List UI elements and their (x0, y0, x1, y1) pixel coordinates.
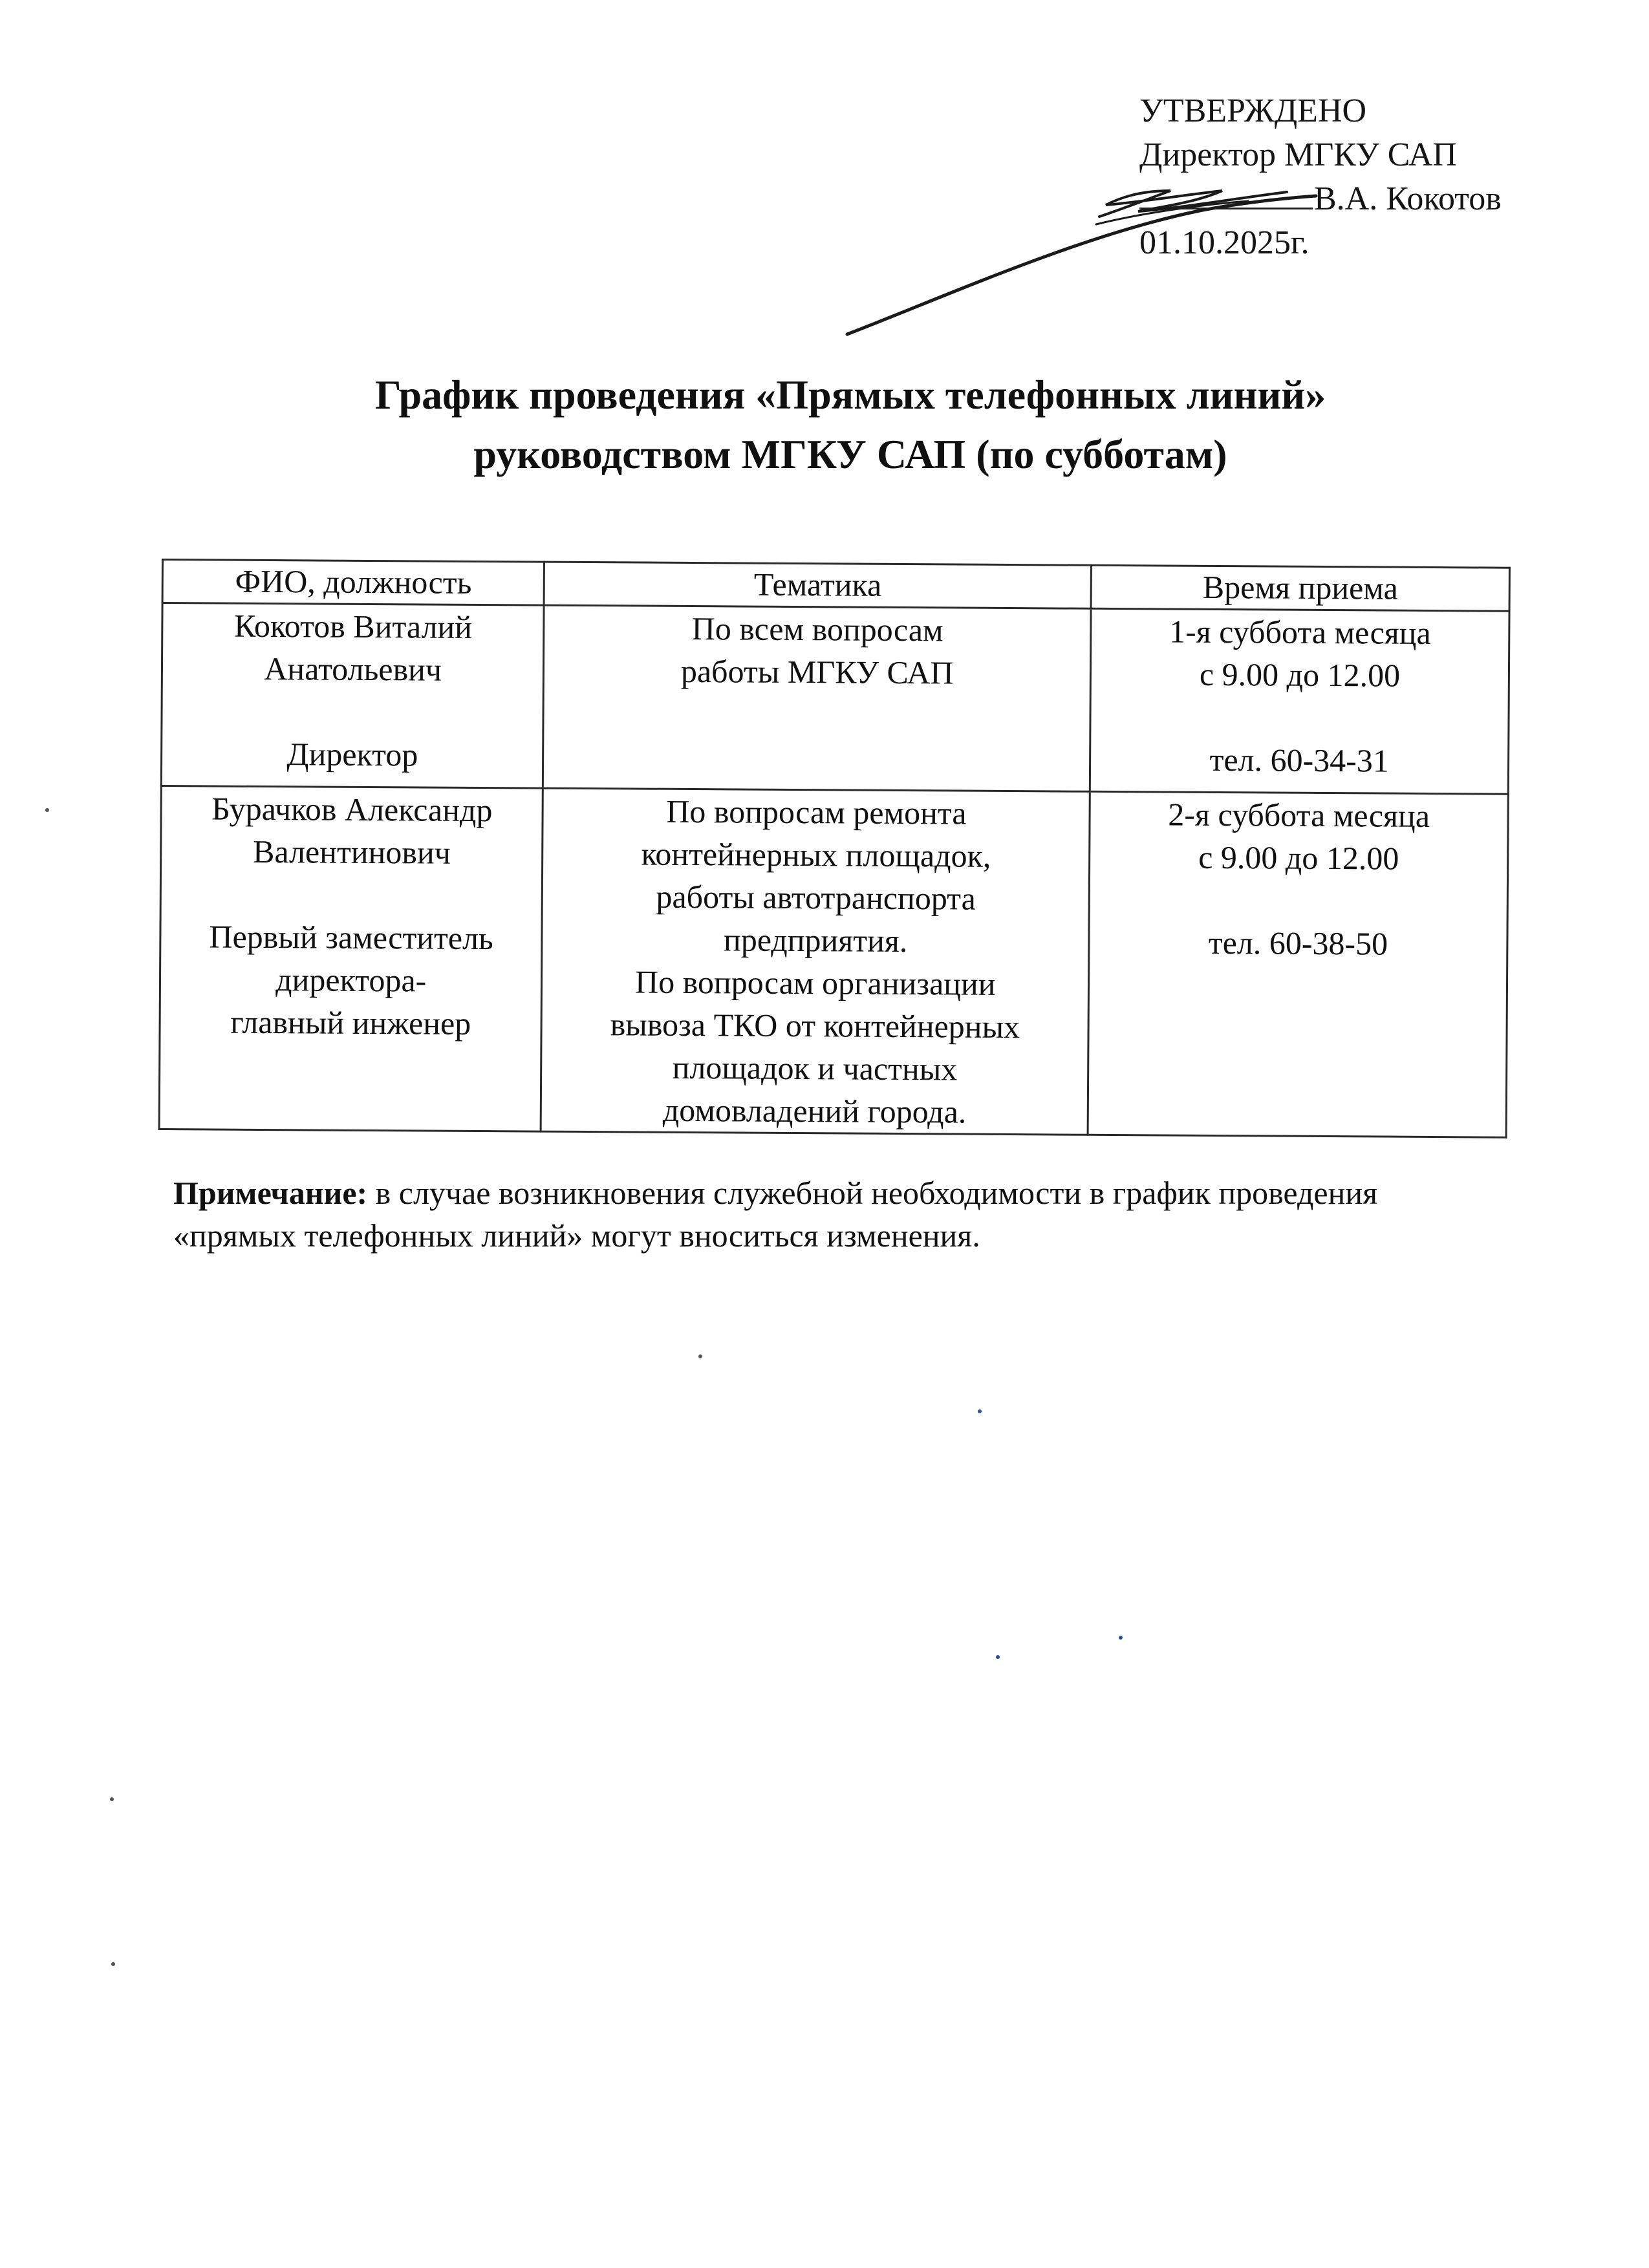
cell-fio (159, 786, 543, 1132)
table-header-row (162, 560, 1509, 612)
schedule-hours: с 9.00 до 12.00 (1198, 839, 1399, 877)
topic-line: работы автотранспорта (656, 878, 976, 917)
scan-speck (996, 1655, 1000, 1659)
person-patronymic: Анатольевич (264, 650, 442, 688)
cell-fio (161, 603, 544, 789)
approval-position: Директор МГКУ САП (1139, 136, 1457, 173)
person-position: Директор (286, 736, 418, 773)
cell-topic (541, 788, 1090, 1135)
scan-speck (698, 1354, 702, 1358)
topic-line: По всем вопросам (691, 610, 943, 648)
note-block (173, 1171, 1570, 1257)
approval-date: 01.10.2025г. (1139, 224, 1310, 261)
schedule-table (158, 559, 1511, 1139)
table-row (159, 786, 1508, 1138)
person-position: Первый заместитель (209, 918, 494, 957)
person-patronymic: Валентинович (252, 833, 451, 871)
title-line-2: руководством МГКУ САП (по субботам) (473, 431, 1227, 477)
note-label: Примечание: (173, 1175, 368, 1211)
scan-speck (978, 1409, 982, 1413)
scan-speck (111, 1962, 115, 1966)
note-line-1 (173, 1171, 1570, 1214)
table-row (161, 603, 1509, 795)
cell-time (1088, 791, 1508, 1137)
topic-line: вывоза ТКО от контейнерных (610, 1006, 1020, 1045)
approval-signer: В.А. Кокотов (1314, 180, 1502, 217)
phone-number: тел. 60-34-31 (1209, 741, 1390, 779)
header-topic: Тематика (544, 562, 1092, 608)
person-name: Кокотов Виталий (233, 607, 473, 645)
phone-number: тел. 60-38-50 (1208, 924, 1388, 962)
schedule-day: 2-я суббота месяца (1168, 796, 1430, 834)
topic-line: площадок и частных (672, 1049, 958, 1087)
topic-line: работы МГКУ САП (680, 652, 954, 691)
topic-line: домовладений города. (662, 1091, 967, 1130)
header-time: Время приема (1091, 565, 1509, 611)
scan-speck (110, 1797, 114, 1801)
person-position: директора- (275, 961, 427, 999)
title-line-1: График проведения «Прямых телефонных линий» (374, 372, 1326, 418)
note-text-2: «прямых телефонных линий» могут вноситься изменения. (173, 1217, 980, 1254)
scan-speck (1119, 1636, 1123, 1640)
topic-line: По вопросам организации (634, 963, 996, 1002)
person-position: главный инженер (230, 1003, 471, 1042)
person-name: Бурачков Александр (211, 790, 493, 829)
cell-time (1090, 608, 1509, 794)
note-text-1: в случае возникновения служебной необходимости в график проведения (375, 1175, 1378, 1211)
topic-line: По вопросам ремонта (666, 793, 967, 831)
approval-label: УТВЕРЖДЕНО (1139, 92, 1367, 129)
topic-line: контейнерных площадок, (641, 835, 991, 874)
handwritten-signature (834, 165, 1332, 352)
scan-speck (45, 808, 49, 812)
topic-line: предприятия. (723, 921, 908, 959)
schedule-hours: с 9.00 до 12.00 (1199, 656, 1401, 694)
header-fio: ФИО, должность (162, 560, 544, 606)
cell-topic (543, 605, 1091, 791)
schedule-day: 1-я суббота месяца (1169, 613, 1431, 651)
document-title (0, 365, 1649, 484)
